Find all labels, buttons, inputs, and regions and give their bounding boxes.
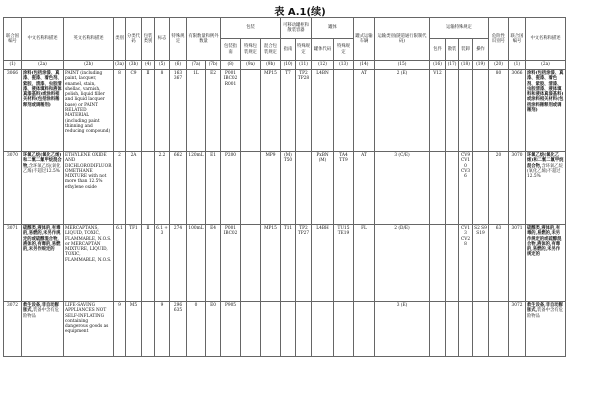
ts-bulk (446, 225, 459, 302)
header-tank-vehicle: 罐式运输车辆 (354, 18, 375, 61)
header-ts-package: 包件 (430, 39, 446, 61)
header-portable-tank: 可移动罐柜和散装容器 (281, 18, 312, 39)
packing-group: Ⅱ (142, 70, 155, 152)
label: 8 (155, 70, 170, 152)
special-provisions: 296 635 (170, 302, 187, 357)
header-tank-code: 罐体代码 (312, 39, 334, 61)
transport-category: 3 (C/E) (375, 152, 430, 225)
header-limited-excepted: 有限数量和例外数量 (187, 18, 221, 61)
class-code: M5 (126, 302, 142, 357)
packing-instruction: P001 IBC02 (221, 225, 241, 302)
name-cn-bold: 涂料(包括涂漆、真漆、瓷漆、着色剂、紫胶、清漆、虫胶清漆、液体填料和液体真漆基料)或涂料相关材料(包括涂料稀释剂或调稀剂) (23, 71, 62, 108)
name-cn (22, 70, 64, 152)
col-number: (12) (312, 61, 334, 70)
packing-instruction: P200 (221, 152, 241, 225)
packing-instruction: P001 IBC02 R001 (221, 70, 241, 152)
pt-instruction (281, 302, 296, 357)
col-number: (11) (296, 61, 312, 70)
col-number: (14) (354, 61, 375, 70)
ts-handling (459, 70, 473, 152)
tank-code: L4BN (312, 70, 334, 152)
name-cn-plain: 含环氧乙烷(氧化乙烯)不超过12.5% (23, 163, 61, 174)
name-cn-2 (526, 302, 566, 357)
un-number: 3066 (4, 70, 22, 152)
header-class-code: 分类代码 (126, 18, 142, 61)
hazard-id: 63 (489, 225, 509, 302)
excepted-quantity: E0 (206, 302, 221, 357)
ts-bulk (446, 302, 459, 357)
header-pack-instruction: 包装指南 (221, 39, 241, 61)
header-transport-special: 运输特殊规定 (430, 18, 489, 39)
ts-handling (459, 302, 473, 357)
mixed-packing: MP15 (261, 225, 281, 302)
name-cn-plain: 装备中含有危险物品 (23, 308, 59, 319)
col-number: (16) (430, 61, 446, 70)
col-number: (2a) (22, 61, 64, 70)
name-cn-2 (526, 70, 566, 152)
ts-operation (473, 152, 489, 225)
un-number-2: 3072 (509, 302, 526, 357)
class-code: TF1 (126, 225, 142, 302)
header-packing-group: 包装类别 (142, 18, 155, 61)
hazard-id: 80 (489, 70, 509, 152)
un-number-2: 3070 (509, 152, 526, 225)
header-tank-special: 特殊规定 (334, 39, 354, 61)
packing-group (142, 302, 155, 357)
col-number: (18) (459, 61, 473, 70)
transport-category: 2 (D/E) (375, 225, 430, 302)
packing-group: Ⅱ (142, 225, 155, 302)
header-un-no: 联合国编号 (4, 18, 22, 61)
pt-special (296, 302, 312, 357)
excepted-quantity: E2 (206, 70, 221, 152)
pt-instruction: T11 (281, 225, 296, 302)
col-number: (1) (4, 61, 22, 70)
table-row (4, 152, 566, 225)
header-packaging: 包装 (221, 18, 281, 39)
ts-package (430, 302, 446, 357)
ts-operation: S2 S9 S19 (473, 225, 489, 302)
tank-vehicle: AT (354, 152, 375, 225)
table-title: 表 A.1(续) (274, 7, 326, 18)
mixed-packing: MP9 (261, 152, 281, 225)
tank-vehicle: FL (354, 225, 375, 302)
hazard-id: 20 (489, 152, 509, 225)
tank-special: TA4 TT9 (334, 152, 354, 225)
special-provisions: 163 367 (170, 70, 187, 152)
packing-group (142, 152, 155, 225)
tank-special: TU15 TE19 (334, 225, 354, 302)
col-number: (7a) (187, 61, 206, 70)
mixed-packing: MP15 (261, 70, 281, 152)
header-hazard-id: 危险性识别号 (489, 18, 509, 61)
class-code: 2A (126, 152, 142, 225)
pt-instruction: T7 (281, 70, 296, 152)
header-name-en: 英文名称和描述 (64, 18, 114, 61)
name-cn-bold: 救生设备,非自动膨胀式, (23, 303, 59, 314)
name-cn (22, 152, 64, 225)
name-en: ETHYLENE OXIDE AND DICHLORODIFLUOROMETHANE MIXTURE with not more than 12.5% ethylene oxide (64, 152, 114, 225)
special-provisions: 662 (170, 152, 187, 225)
limited-quantity: 0 (187, 302, 206, 357)
pt-instruction: (M) T50 (281, 152, 296, 225)
name-cn-2-bold: 硫醇类,液体的,有毒的,易燃的,未另作规定的或硫醇混合物,液体的,有毒的,易燃的,未另作规定的 (527, 226, 562, 258)
limited-quantity: 1L (187, 70, 206, 152)
tank-vehicle: AT (354, 70, 375, 152)
name-en: LIFE-SAVING APPLIANCES NOT SELF-INFLATING containing dangerous goods as equipment (64, 302, 114, 357)
pt-special: TP2 TP27 (296, 225, 312, 302)
col-number: (2a) (526, 61, 566, 70)
name-cn-2-bold: 救生设备,非自动膨胀式, (527, 303, 563, 314)
label: 9 (155, 302, 170, 357)
header-name-cn: 中文名称和描述 (22, 18, 64, 61)
col-number: (13) (334, 61, 354, 70)
col-number: (3b) (126, 61, 142, 70)
limited-quantity: 100mL (187, 225, 206, 302)
name-cn-2-plain: 含环氧乙烷(氧化乙烯)不超过12.5% (527, 163, 563, 180)
class: 6.1 (114, 225, 126, 302)
name-cn-2-plain: 装备中含有危险物品 (527, 308, 563, 319)
name-cn (22, 225, 64, 302)
special-provisions: 274 (170, 225, 187, 302)
tank-code: L4BH (312, 225, 334, 302)
header-pack-special: 特殊包装规定 (241, 39, 261, 61)
packing-special (241, 70, 261, 152)
name-cn-2 (526, 225, 566, 302)
name-cn-bold: 硫醇类,液体的,有毒的,易燃的,未另作规定的或硫醇混合物,液体的,有毒的,易燃的,未另作规定的 (23, 226, 61, 253)
un-number: 3071 (4, 225, 22, 302)
col-number: (5) (155, 61, 170, 70)
col-number: (8) (221, 61, 241, 70)
table-row (4, 70, 566, 152)
header-tank: 罐体 (312, 18, 354, 39)
tank-special (334, 302, 354, 357)
col-number: (10) (281, 61, 296, 70)
col-number: (6) (170, 61, 187, 70)
packing-special (241, 225, 261, 302)
dangerous-goods-table (3, 17, 566, 357)
tank-code (312, 302, 334, 357)
transport-category: 2 (E) (375, 70, 430, 152)
ts-handling: CV13 CV28 (459, 225, 473, 302)
ts-handling: CV9 CV10 CV36 (459, 152, 473, 225)
packing-special (241, 152, 261, 225)
label: 2.2 (155, 152, 170, 225)
name-en: PAINT (including paint, lacquer, enamel, stain, shellac, varnish, polish, liquid filler and liquid lacquer base) or PAINT RELATED MATERIAL (including paint thinning and reducing compound) (64, 70, 114, 152)
header-pt-special: 特殊规定 (296, 39, 312, 61)
un-number-2: 3066 (509, 70, 526, 152)
tank-vehicle (354, 302, 375, 357)
ts-operation (473, 302, 489, 357)
col-number: (1) (509, 61, 526, 70)
un-number: 3070 (4, 152, 22, 225)
col-number: (9a) (241, 61, 261, 70)
col-number: (4) (142, 61, 155, 70)
ts-package: V12 (430, 70, 446, 152)
name-cn-2-bold: 环氧乙烷(氧化乙烯)和二氯二氟甲烷混合物, (527, 153, 564, 169)
pt-special: TP2 TP28 (296, 70, 312, 152)
ts-bulk (446, 70, 459, 152)
header-ts-bulk: 散装 (446, 39, 459, 61)
col-number: (20) (489, 61, 509, 70)
col-number: (9b) (261, 61, 281, 70)
class: 9 (114, 302, 126, 357)
col-number: (17) (446, 61, 459, 70)
col-number: (19) (473, 61, 489, 70)
header-mixed-pack: 混合包装规定 (261, 39, 281, 61)
col-number: (2b) (64, 61, 114, 70)
header-class: 类别 (114, 18, 126, 61)
un-number: 3072 (4, 302, 22, 357)
name-cn-2-bold: 涂料(包括涂漆、真漆、瓷漆、着色剂、紫胶、清漆、虫胶清漆、液体填料和液体真漆基料)或涂料相关材料(包括涂料稀释剂或调稀剂) (527, 71, 564, 114)
col-number: (3a) (114, 61, 126, 70)
header-pt-instruction: 指南 (281, 39, 296, 61)
ts-operation (473, 70, 489, 152)
label: 6.1 + 3 (155, 225, 170, 302)
header-ts-handling: 装卸 (459, 39, 473, 61)
name-cn-bold: 环氧乙烷(氧化乙烯)和二氯二氟甲烷混合物, (23, 153, 62, 169)
hazard-id (489, 302, 509, 357)
mixed-packing (261, 302, 281, 357)
excepted-quantity: E1 (206, 152, 221, 225)
table-row (4, 302, 566, 357)
header-name-cn-2: 中文名称和描述 (526, 18, 566, 61)
class: 2 (114, 152, 126, 225)
pt-special (296, 152, 312, 225)
tank-special (334, 70, 354, 152)
header-ts-operation: 操作 (473, 39, 489, 61)
ts-package (430, 152, 446, 225)
table-row (4, 225, 566, 302)
name-en: MERCAPTANS, LIQUID, TOXIC, FLAMMABLE, N.O.S. or MERCAPTAN MIXTURE, LIQUID, TOXIC, FLAMMABLE, N.O.S. (64, 225, 114, 302)
tank-code: PxBN (M) (312, 152, 334, 225)
header-special-provisions: 特殊规定 (170, 18, 187, 61)
name-cn (22, 302, 64, 357)
excepted-quantity: E4 (206, 225, 221, 302)
ts-bulk (446, 152, 459, 225)
packing-special (241, 302, 261, 357)
transport-category: 3 (E) (375, 302, 430, 357)
header-labels: 标志 (155, 18, 170, 61)
class: 8 (114, 70, 126, 152)
name-cn-2 (526, 152, 566, 225)
header-un-no-2: 联合国编号 (509, 18, 526, 61)
col-number: (15) (375, 61, 430, 70)
un-number-2: 3071 (509, 225, 526, 302)
header-transport-category: 运输类别(隧道通行限制代码) (375, 18, 430, 61)
col-number: (7b) (206, 61, 221, 70)
class-code: C9 (126, 70, 142, 152)
packing-instruction: P905 (221, 302, 241, 357)
ts-package (430, 225, 446, 302)
limited-quantity: 120mL (187, 152, 206, 225)
